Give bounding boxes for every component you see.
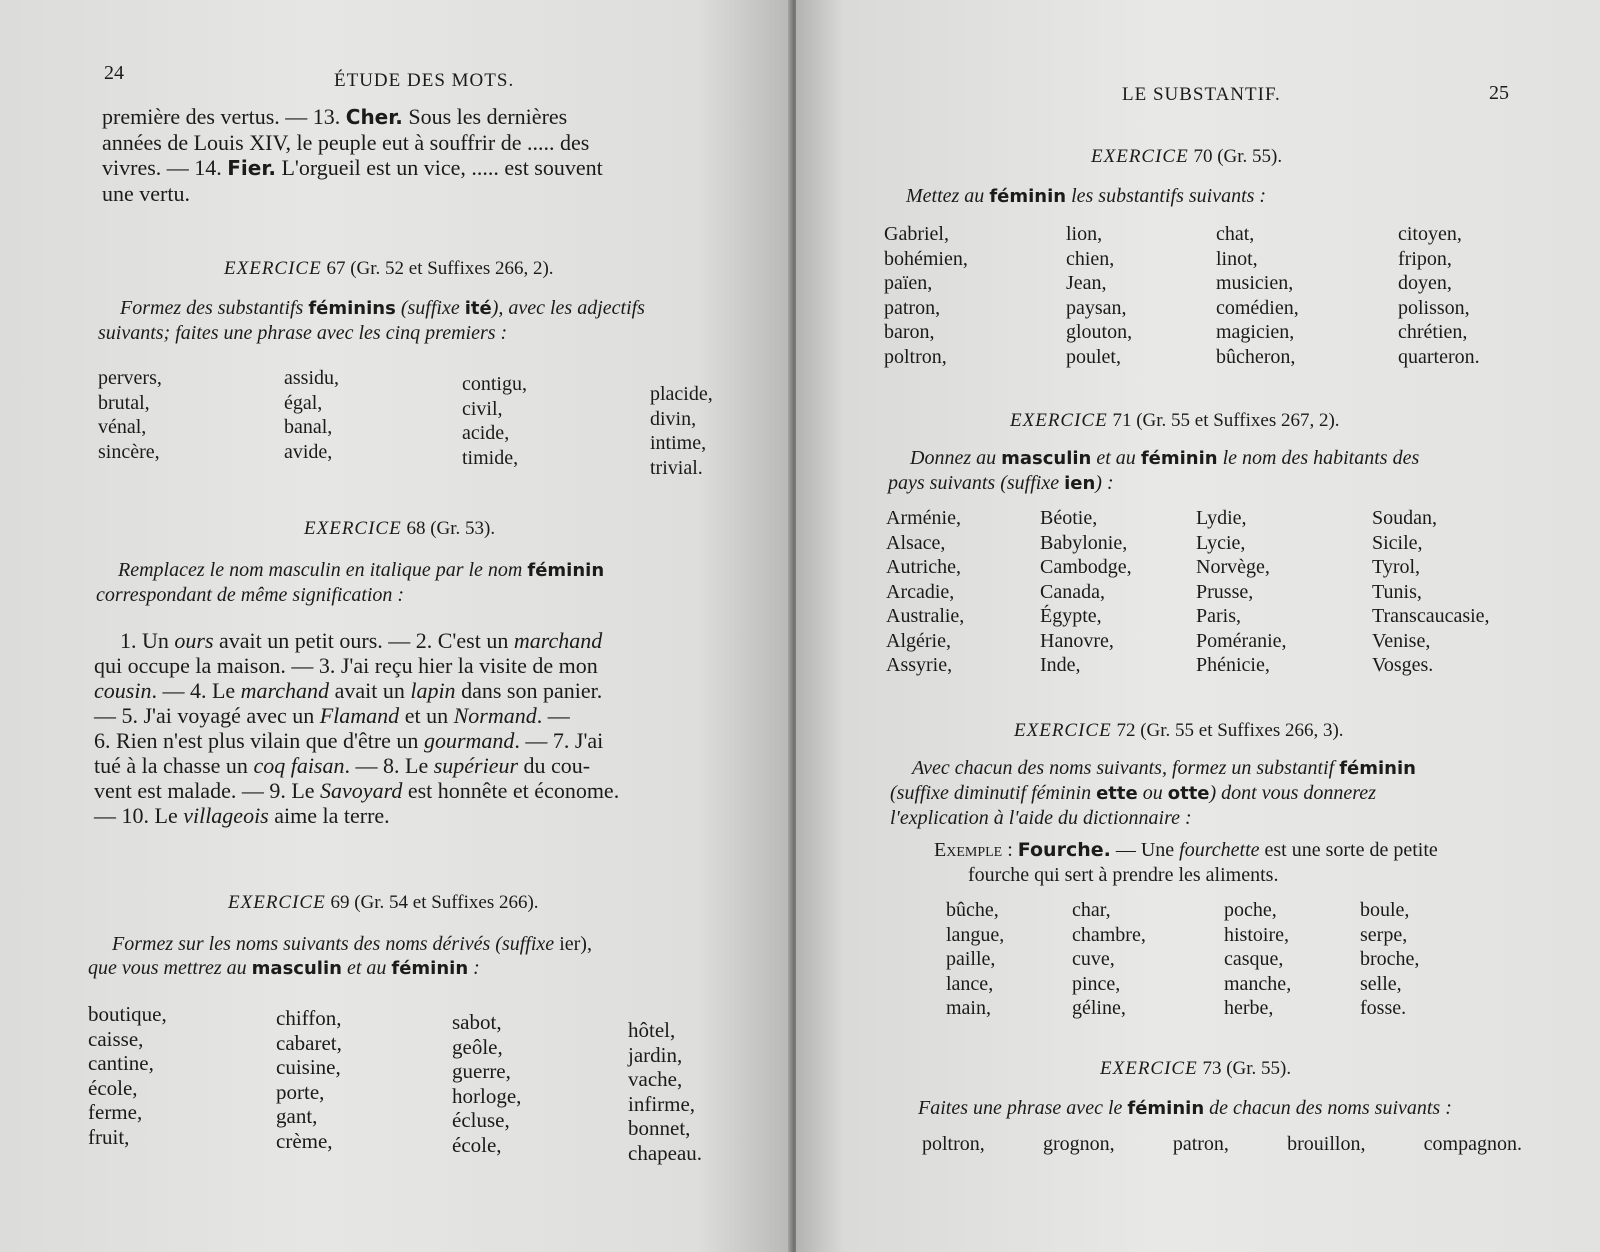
word: fruit, [88, 1124, 130, 1149]
word: Venise, [1372, 629, 1431, 652]
word: bonnet, [628, 1116, 691, 1140]
word: Tyrol, [1372, 556, 1421, 578]
word: caisse, [88, 1026, 144, 1051]
word: Arménie, [886, 507, 961, 529]
word: Inde, [1040, 654, 1081, 676]
word: broche, [1360, 948, 1420, 970]
exercise-71-instructions: Donnez au masculin et au féminin le nom des habitants des pays suivants (suffixe ien) : [888, 447, 1420, 494]
word: patron, [884, 296, 941, 319]
word: Soudan, [1372, 507, 1437, 529]
word: école, [452, 1132, 502, 1157]
exercise-67-title: EXERCICE 67 (Gr. 52 et Suffixes 266, 2). [224, 258, 554, 279]
word: lance, [946, 972, 994, 995]
word: Arcadie, [886, 580, 955, 603]
exercise-69-title: EXERCICE 69 (Gr. 54 et Suffixes 266). [228, 892, 539, 913]
running-head: ÉTUDE DES MOTS. [334, 70, 515, 91]
word: divin, [650, 407, 697, 430]
word: pervers, [98, 367, 162, 389]
carryover-text: première des vertus. — 13. Cher. Sous les dernières années de Louis XIV, le peuple eut à souffrir de ..... des vivres. — 14. Fier. L'orgueil est un vice, ..... est souvent une vertu. [102, 104, 603, 206]
exercise-73-instructions: Faites une phrase avec le féminin de chacun des noms suivants : [918, 1097, 1452, 1119]
exercise-70-title: EXERCICE 70 (Gr. 55). [1091, 146, 1283, 167]
word: Vosges. [1372, 654, 1434, 676]
word: boutique, [88, 1002, 167, 1026]
word: chiffon, [276, 1006, 342, 1030]
word: Cambodge, [1040, 556, 1132, 578]
exercise-67-col-2 [284, 366, 339, 464]
word: Sicile, [1372, 531, 1423, 554]
exercise-67-col-4 [650, 382, 713, 480]
exercise-70-instructions: Mettez au féminin les substantifs suivants : [906, 185, 1267, 207]
word: serpe, [1360, 923, 1408, 946]
word: vache, [628, 1067, 683, 1091]
word: Prusse, [1196, 580, 1254, 603]
exercise-67-col-1 [98, 366, 162, 464]
exercise-72-title: EXERCICE 72 (Gr. 55 et Suffixes 266, 3). [1014, 720, 1344, 741]
word: magicien, [1216, 321, 1295, 343]
word: chapeau. [628, 1140, 703, 1165]
word: Poméranie, [1196, 629, 1287, 652]
exercise-70-col-4 [1398, 222, 1480, 369]
exercise-71-col-2 [1040, 506, 1132, 678]
word: bûche, [946, 899, 999, 921]
word: gant, [276, 1104, 318, 1128]
exercise-72-col-1 [946, 898, 1004, 1021]
word: Hanovre, [1040, 629, 1114, 652]
word: chrétien, [1398, 321, 1468, 343]
word: musicien, [1216, 272, 1294, 294]
word: manche, [1224, 972, 1292, 995]
word: jardin, [628, 1042, 683, 1067]
running-head: LE SUBSTANTIF. [1122, 84, 1281, 105]
exercise-72-example: Exemple : Fourche. — Une fourchette est une sorte de petite fourche qui sert à prendre les aliments. [934, 839, 1438, 886]
word: Phénicie, [1196, 654, 1270, 676]
exercise-71-col-1 [886, 506, 964, 678]
page-number: 25 [1489, 82, 1509, 104]
word: chien, [1066, 247, 1115, 270]
word: Assyrie, [886, 654, 953, 676]
word: acide, [462, 422, 510, 444]
exercise-69-col-4 [628, 1018, 702, 1165]
exercise-68-instructions: Remplacez le nom masculin en italique par le nom féminin correspondant de même signification : [96, 559, 605, 606]
word: linot, [1216, 247, 1258, 270]
word: Lydie, [1196, 507, 1247, 529]
word: bohémien, [884, 247, 968, 270]
exercise-71-col-3 [1196, 506, 1287, 678]
page-number: 24 [104, 62, 124, 84]
word: cantine, [88, 1051, 154, 1075]
exercise-72-col-2 [1072, 898, 1146, 1021]
word: Transcaucasie, [1372, 605, 1490, 627]
exercise-70-col-2 [1066, 222, 1132, 369]
word: herbe, [1224, 997, 1274, 1019]
exercise-73-words [922, 1132, 1522, 1157]
word: sabot, [452, 1010, 502, 1034]
word: chambre, [1072, 923, 1146, 946]
word: Canada, [1040, 580, 1105, 603]
word: Norvège, [1196, 556, 1270, 578]
word: comédien, [1216, 296, 1299, 319]
word: avide, [284, 440, 333, 463]
word: sincère, [98, 440, 160, 463]
word: baron, [884, 321, 935, 343]
exercise-68-title: EXERCICE 68 (Gr. 53). [304, 518, 496, 539]
word: Béotie, [1040, 507, 1098, 529]
word: Tunis, [1372, 580, 1422, 603]
word: intime, [650, 432, 707, 454]
word: langue, [946, 923, 1005, 946]
word: Australie, [886, 605, 965, 627]
word: égal, [284, 391, 323, 414]
word: quarteron. [1398, 345, 1480, 368]
word: cabaret, [276, 1030, 342, 1055]
word: géline, [1072, 997, 1126, 1019]
word: selle, [1360, 972, 1402, 995]
word: Autriche, [886, 556, 961, 578]
word: écluse, [452, 1108, 510, 1132]
word: guerre, [452, 1059, 511, 1083]
word: assidu, [284, 367, 339, 389]
word: citoyen, [1398, 223, 1462, 245]
word: Algérie, [886, 629, 951, 652]
word: chat, [1216, 223, 1255, 245]
exercise-72-col-4 [1360, 898, 1419, 1021]
word: fripon, [1398, 247, 1452, 270]
word: paille, [946, 948, 996, 970]
word: placide, [650, 383, 713, 405]
word: païen, [884, 272, 933, 294]
word: poltron, [884, 345, 947, 368]
word: poltron, [922, 1133, 985, 1155]
word: doyen, [1398, 272, 1452, 294]
exercise-67-instructions: Formez des substantifs féminins (suffixe ité), avec les adjectifs suivants; faites une phrase avec les cinq premiers : [98, 297, 645, 344]
word: trivial. [650, 456, 703, 479]
word: Paris, [1196, 605, 1241, 627]
word: lion, [1066, 223, 1103, 245]
word: vénal, [98, 416, 147, 438]
word: paysan, [1066, 296, 1127, 319]
exercise-71-col-4 [1372, 506, 1490, 678]
exercise-72-instructions: Avec chacun des noms suivants, formez un substantif féminin (suffixe diminutif féminin ette ou otte) dont vous donnerez l'explication à l'aide du dictionnaire : [890, 757, 1416, 829]
word: Alsace, [886, 531, 946, 554]
word: compagnon. [1423, 1133, 1522, 1155]
word: polisson, [1398, 296, 1470, 319]
word: hôtel, [628, 1018, 676, 1042]
word: infirme, [628, 1091, 696, 1116]
word: Gabriel, [884, 223, 949, 245]
word: civil, [462, 397, 503, 420]
exercise-69-col-2 [276, 1006, 342, 1153]
word: char, [1072, 899, 1111, 921]
word: banal, [284, 416, 333, 438]
word: geôle, [452, 1034, 503, 1059]
exercise-73-title: EXERCICE 73 (Gr. 55). [1100, 1058, 1292, 1079]
word: Jean, [1066, 272, 1107, 294]
word: timide, [462, 446, 519, 469]
word: horloge, [452, 1083, 522, 1108]
word: boule, [1360, 899, 1410, 921]
word: contigu, [462, 373, 527, 395]
word: poche, [1224, 899, 1277, 921]
exercise-69-col-3 [452, 1010, 521, 1157]
left-page [0, 0, 792, 1252]
word: patron, [1172, 1133, 1229, 1155]
word: cuve, [1072, 948, 1115, 970]
exercise-67-col-3 [462, 372, 527, 470]
word: Babylonie, [1040, 531, 1128, 554]
exercise-70-col-1 [884, 222, 968, 369]
exercise-72-col-3 [1224, 898, 1291, 1021]
word: crème, [276, 1128, 333, 1153]
word: brouillon, [1287, 1133, 1366, 1155]
word: porte, [276, 1079, 325, 1104]
word: histoire, [1224, 923, 1289, 946]
exercise-69-col-1 [88, 1002, 167, 1149]
exercise-68-sentences: 1. Un ours avait un petit ours. — 2. C'est un marchand qui occupe la maison. — 3. J'ai reçu hier la visite de mon cousin. — 4. Le marchand avait un lapin dans son panier. — 5. J'ai voyagé avec un Flamand et un Normand. — 6. Rien n'est plus vilain que d'être un gourmand. — 7. J'ai tué à la chasse un coq faisan. — 8. Le supérieur du cou- vent est malade. — 9. Le Savoyard est honnête et économe. — 10. Le villageois aime la terre. [94, 628, 620, 828]
exercise-69-instructions: Formez sur les noms suivants des noms dérivés (suffixe ier), que vous mettrez au masculin et au féminin : [88, 933, 592, 979]
word: école, [88, 1075, 138, 1100]
exercise-70-col-3 [1216, 222, 1299, 369]
word: Lycie, [1196, 531, 1246, 554]
word: bûcheron, [1216, 345, 1296, 368]
word: brutal, [98, 391, 150, 414]
exercise-71-title: EXERCICE 71 (Gr. 55 et Suffixes 267, 2). [1010, 410, 1340, 431]
word: glouton, [1066, 321, 1133, 343]
word: cuisine, [276, 1055, 341, 1079]
word: pince, [1072, 972, 1121, 995]
word: main, [946, 997, 991, 1019]
word: grognon, [1042, 1133, 1115, 1155]
right-page [796, 0, 1600, 1252]
word: Égypte, [1040, 605, 1102, 627]
word: ferme, [88, 1100, 143, 1124]
word: casque, [1224, 948, 1284, 970]
word: poulet, [1066, 345, 1121, 368]
word: fosse. [1360, 997, 1407, 1019]
